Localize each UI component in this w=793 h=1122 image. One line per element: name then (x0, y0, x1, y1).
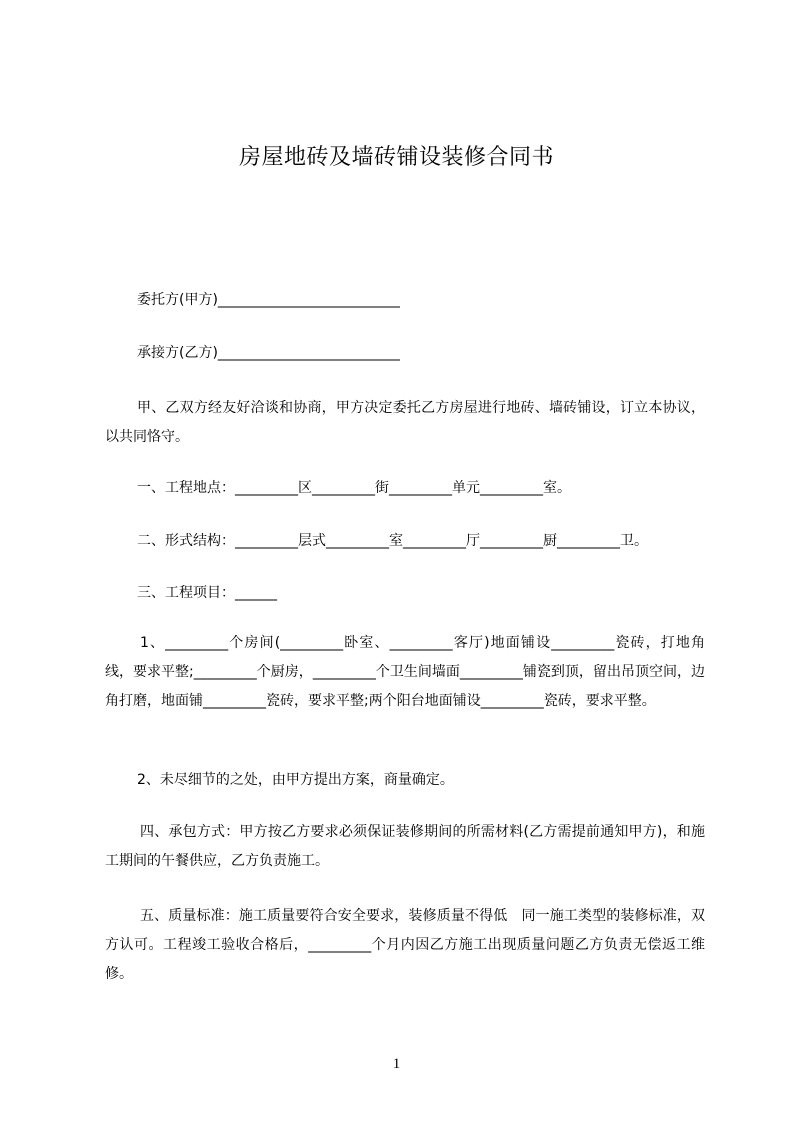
page-number: 1 (392, 1056, 401, 1072)
document-title: 房屋地砖及墙砖铺设装修合同书 (238, 145, 554, 170)
item-1-paragraph: 1、_________个房间(_________卧室、_________客厅)地面铺设_________瓷砖，打地角线，要求平整;_________个厨房，_________个卫生间墙面_________铺瓷到顶，留出吊顶空间，边角打磨，地面铺_________瓷砖，要求平整;两个阳台地面铺设_________瓷砖，要求平整。 (105, 635, 705, 709)
section-1-location: 一、工程地点：_________区_________街_________单元_________室。 (137, 480, 571, 496)
section-3-items: 三、工程项目：______ (137, 585, 277, 601)
intro-paragraph: 甲、乙双方经友好洽谈和协商，甲方决定委托乙方房屋进行地砖、墙砖铺设，订立本协议，以共同恪守。 (105, 400, 705, 445)
section-2-structure: 二、形式结构：_________层式_________室_________厅_________厨_________卫。 (137, 533, 648, 549)
section-4-contract-method: 四、承包方式：甲方按乙方要求必须保证装修期间的所需材料(乙方需提前通知甲方)，和施工期间的午餐供应，乙方负责施工。 (105, 824, 705, 869)
party-a-line: 委托方(甲方)__________________________ (137, 292, 400, 308)
party-b-line: 承接方(乙方)__________________________ (137, 345, 400, 361)
item-2-paragraph: 2、未尽细节的之处，由甲方提出方案，商量确定。 (137, 772, 454, 788)
section-5-quality-standard: 五、质量标准：施工质量要符合安全要求，装修质量不得低 同一施工类型的装修标准，双方认可。工程竣工验收合格后，_________个月内因乙方施工出现质量问题乙方负责无偿返工维修。 (105, 908, 705, 982)
